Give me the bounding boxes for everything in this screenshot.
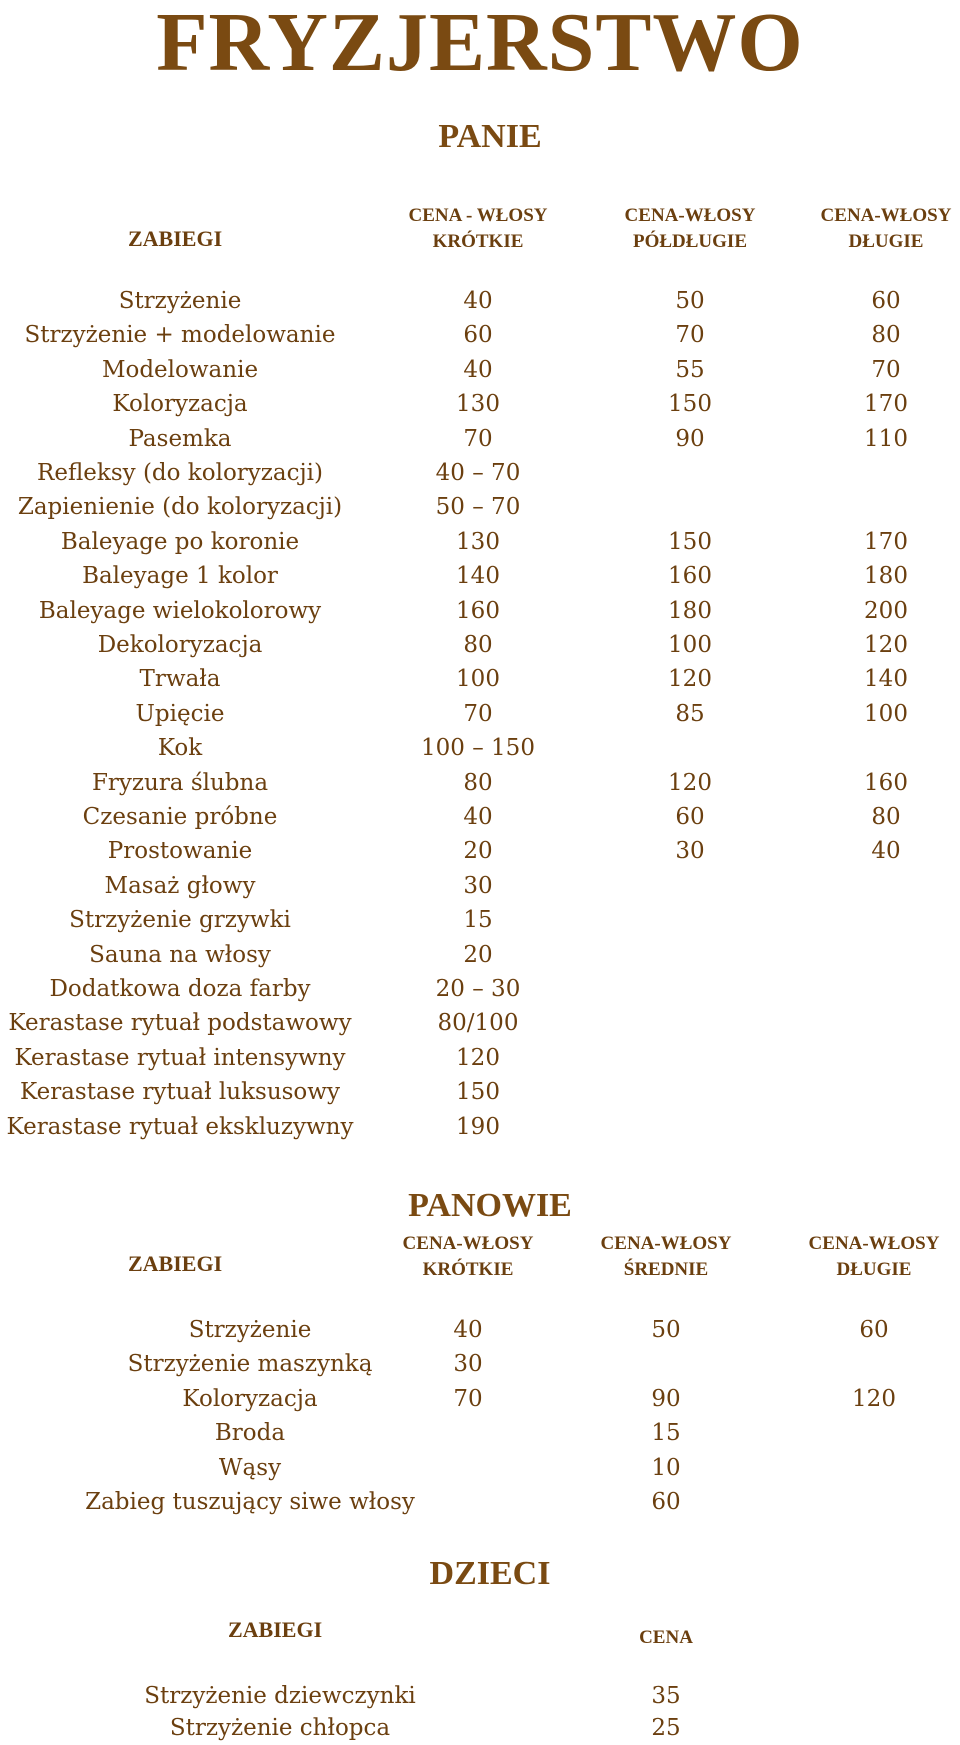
column-header-price: CENA <box>639 1627 693 1648</box>
price-long: 110 <box>864 425 908 452</box>
table-row <box>0 422 960 456</box>
price-short: 40 <box>463 288 493 314</box>
price-medium: 30 <box>675 838 705 865</box>
price-short: 40 <box>463 356 493 383</box>
header-line: KRÓTKIE <box>422 1259 514 1280</box>
price-short: 60 <box>463 322 493 349</box>
header-line: DŁUGIE <box>848 231 924 252</box>
price-long: 170 <box>864 528 908 555</box>
header-line: DŁUGIE <box>836 1259 912 1280</box>
header-line: CENA-WŁOSY <box>402 1233 534 1254</box>
price-short: 80/100 <box>437 1010 519 1037</box>
table-row <box>0 525 960 559</box>
section-heading-dzieci: DZIECI <box>429 1555 551 1592</box>
price-medium: 50 <box>675 288 705 314</box>
service-name: Refleksy (do koloryzacji) <box>37 460 323 486</box>
service-name: Zabieg tuszujący siwe włosy <box>85 1489 415 1515</box>
column-header-zabiegi: ZABIEGI <box>128 226 223 251</box>
service-name: Strzyżenie maszynką <box>127 1351 373 1378</box>
table-row <box>0 387 960 421</box>
header-line: CENA-WŁOSY <box>820 205 952 226</box>
table-row <box>0 594 960 628</box>
service-name: Masaż głowy <box>104 872 256 899</box>
service-name: Koloryzacja <box>182 1385 318 1412</box>
table-row <box>0 1006 960 1040</box>
table-row <box>0 869 960 903</box>
header-line: CENA-WŁOSY <box>808 1233 940 1254</box>
price-short: 160 <box>456 597 500 624</box>
price-short: 120 <box>456 1044 500 1071</box>
price-short: 190 <box>456 1113 500 1140</box>
service-name: Fryzura ślubna <box>91 769 269 796</box>
service-name: Koloryzacja <box>112 391 248 418</box>
price-long: 80 <box>871 322 901 349</box>
section-heading-panowie: PANOWIE <box>408 1187 572 1224</box>
service-name: Strzyżenie chłopca <box>169 1715 391 1741</box>
price-short: 140 <box>456 563 500 590</box>
column-header-medium <box>566 1231 766 1283</box>
table-row <box>0 1347 960 1381</box>
price-medium: 10 <box>651 1454 681 1481</box>
table-row <box>0 1313 960 1347</box>
price-medium: 85 <box>675 700 705 727</box>
table-row <box>0 1485 960 1519</box>
price-long: 170 <box>864 391 908 418</box>
price-medium: 60 <box>675 804 705 830</box>
price-long: 100 <box>864 700 908 727</box>
column-header-long <box>774 1231 960 1283</box>
column-header-long <box>786 203 960 255</box>
column-header-short <box>378 203 578 255</box>
service-name: Kerastase rytuał luksusowy <box>20 1079 340 1106</box>
price-short: 20 <box>463 941 493 968</box>
table-row <box>0 490 960 524</box>
column-header-zabiegi: ZABIEGI <box>128 1251 223 1276</box>
table-row <box>0 903 960 937</box>
price-medium: 120 <box>668 769 712 796</box>
table-row <box>0 662 960 696</box>
service-name: Strzyżenie dziewczynki <box>144 1683 416 1709</box>
service-name: Czesanie próbne <box>82 804 278 830</box>
service-name: Kerastase rytuał podstawowy <box>8 1010 352 1037</box>
service-name: Dodatkowa doza farby <box>49 976 311 1002</box>
service-name: Strzyżenie <box>188 1317 312 1343</box>
table-row <box>0 972 960 1006</box>
service-name: Trwała <box>139 666 221 693</box>
price-short: 100 <box>456 666 500 693</box>
service-name: Wąsy <box>218 1454 282 1481</box>
price-long: 80 <box>871 804 901 830</box>
column-header-medium <box>590 203 790 255</box>
price-long: 140 <box>864 666 908 693</box>
price-long: 40 <box>871 838 901 865</box>
price-medium: 15 <box>651 1420 681 1447</box>
service-name: Prostowanie <box>107 838 253 865</box>
table-row <box>0 1110 960 1144</box>
table-row <box>0 1382 960 1416</box>
header-line: ŚREDNIE <box>623 1259 709 1280</box>
service-name: Strzyżenie + modelowanie <box>24 322 336 349</box>
price-short: 130 <box>456 528 500 555</box>
price-medium: 60 <box>651 1489 681 1515</box>
header-line: KRÓTKIE <box>432 231 524 252</box>
price-medium: 180 <box>668 597 712 624</box>
page-title: FRYZJERSTWO <box>156 0 804 89</box>
price-medium: 50 <box>651 1317 681 1343</box>
column-header-short <box>368 1231 568 1283</box>
table-row <box>0 697 960 731</box>
price-short: 70 <box>453 1385 483 1412</box>
price-long: 180 <box>864 563 908 590</box>
service-name: Strzyżenie grzywki <box>69 907 291 934</box>
service-name: Baleyage wielokolorowy <box>38 597 322 624</box>
table-row <box>0 559 960 593</box>
service-name: Kerastase rytuał ekskluzywny <box>6 1113 354 1140</box>
price-long: 120 <box>852 1385 896 1412</box>
price-short: 100 – 150 <box>421 735 535 762</box>
price-medium: 100 <box>668 632 712 658</box>
service-name: Kok <box>157 735 203 762</box>
table-row <box>0 731 960 765</box>
price-long: 70 <box>871 356 901 383</box>
section-heading-panie: PANIE <box>438 118 542 155</box>
price-long: 200 <box>864 597 908 624</box>
table-row <box>0 284 960 318</box>
service-name: Zapienienie (do koloryzacji) <box>17 494 343 521</box>
price: 35 <box>651 1683 681 1709</box>
table-row <box>0 628 960 662</box>
price-medium: 150 <box>668 391 712 418</box>
header-line: CENA-WŁOSY <box>624 205 756 226</box>
table-row <box>0 1416 960 1450</box>
price-long: 120 <box>864 632 908 658</box>
table-row <box>0 834 960 868</box>
table-row <box>0 1075 960 1109</box>
price-long: 60 <box>859 1317 889 1343</box>
price-medium: 160 <box>668 563 712 590</box>
table-row <box>0 353 960 387</box>
service-name: Strzyżenie <box>118 288 242 314</box>
service-name: Pasemka <box>128 425 232 452</box>
table-row <box>0 456 960 490</box>
price-short: 40 <box>453 1317 483 1343</box>
table-row <box>0 1041 960 1075</box>
price-short: 80 <box>463 769 493 796</box>
price-short: 30 <box>463 872 493 899</box>
table-row <box>0 938 960 972</box>
price-long: 60 <box>871 288 901 314</box>
price-short: 130 <box>456 391 500 418</box>
service-name: Broda <box>214 1420 286 1447</box>
service-name: Baleyage 1 kolor <box>82 563 278 590</box>
table-row <box>0 318 960 352</box>
price-long: 160 <box>864 769 908 796</box>
price-short: 40 – 70 <box>435 460 521 486</box>
price-medium: 70 <box>675 322 705 349</box>
price-short: 20 – 30 <box>435 976 521 1002</box>
price-short: 50 – 70 <box>435 494 521 521</box>
price-medium: 150 <box>668 528 712 555</box>
service-name: Kerastase rytuał intensywny <box>14 1044 346 1071</box>
price-short: 80 <box>463 632 493 658</box>
service-name: Dekoloryzacja <box>97 632 263 658</box>
price-medium: 90 <box>651 1385 681 1412</box>
service-name: Upięcie <box>135 700 225 727</box>
price-short: 15 <box>463 907 493 934</box>
price-short: 70 <box>463 425 493 452</box>
table-row <box>0 800 960 834</box>
service-name: Modelowanie <box>101 356 259 383</box>
table-row <box>0 766 960 800</box>
column-header-zabiegi: ZABIEGI <box>228 1617 323 1642</box>
price-short: 150 <box>456 1079 500 1106</box>
service-name: Sauna na włosy <box>89 941 271 968</box>
table-row <box>0 1451 960 1485</box>
price-medium: 55 <box>675 356 705 383</box>
price-short: 40 <box>463 804 493 830</box>
price: 25 <box>651 1715 681 1741</box>
price-medium: 90 <box>675 425 705 452</box>
service-name: Baleyage po koronie <box>60 528 300 555</box>
price-short: 30 <box>453 1351 483 1378</box>
price-medium: 120 <box>668 666 712 693</box>
table-row <box>0 1679 960 1713</box>
table-row <box>0 1711 960 1745</box>
price-short: 70 <box>463 700 493 727</box>
header-line: PÓŁDŁUGIE <box>632 231 748 252</box>
header-line: CENA - WŁOSY <box>408 205 548 226</box>
header-line: CENA-WŁOSY <box>600 1233 732 1254</box>
price-short: 20 <box>463 838 493 865</box>
